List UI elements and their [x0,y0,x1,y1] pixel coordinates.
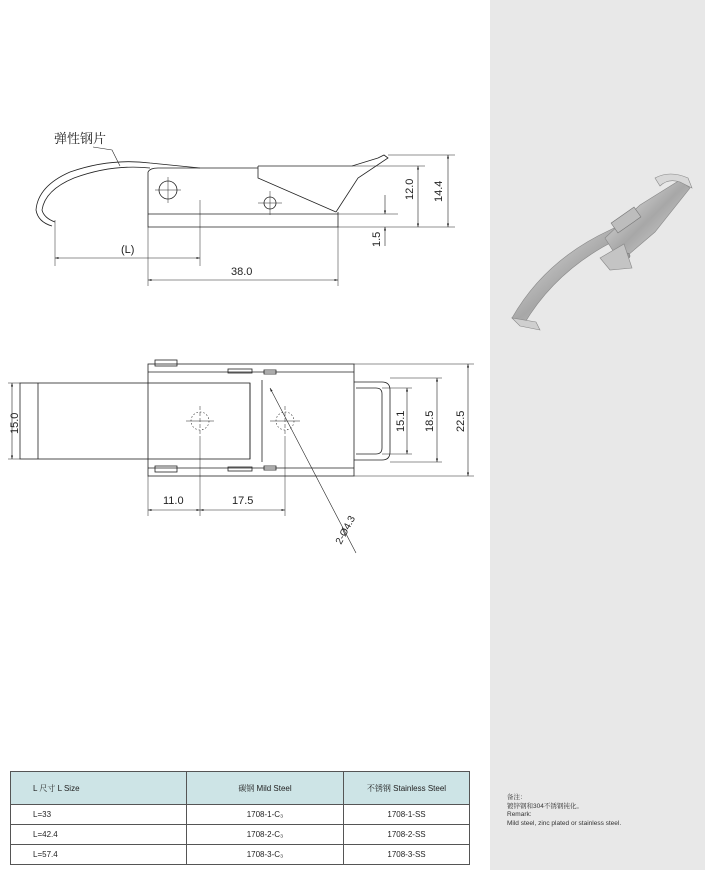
remark-title-en: Remark: [507,811,532,818]
table-row [11,805,470,825]
header-size: L 尺寸 L Size [11,772,187,805]
spec-table [10,771,470,865]
header-stainless: 不锈钢 Stainless Steel [344,772,470,805]
table-row [11,845,470,865]
dim-L: (L) [121,244,135,256]
product-photo [512,174,692,330]
cell-stainless: 1708-3-SS [344,845,470,865]
cell-mild: 1708-2-C₃ [187,825,344,845]
dim-17-5: 17.5 [232,495,254,507]
remark-text-en: Mild steel, zinc plated or stainless steel. [507,819,622,827]
dim-15-1: 15.1 [395,410,407,432]
table-row [11,825,470,845]
cell-mild: 1708-3-C₃ [187,845,344,865]
dim-1-5: 1.5 [371,231,383,247]
cell-stainless: 1708-1-SS [344,805,470,825]
dim-hole: 2-Ø4.3 [333,514,359,547]
top-view [8,360,474,553]
table-header-row [11,772,470,805]
spring-label: 弹性钢片 [54,132,107,147]
remark-text-cn: 镀锌钢和304不锈钢钝化。 [507,802,583,810]
header-mild-steel: 碳钢 Mild Steel [187,772,344,805]
cell-size: L=57.4 [11,845,187,865]
dim-18-5: 18.5 [424,410,436,432]
remark-title-cn: 备注： [507,794,527,801]
cell-size: L=42.4 [11,825,187,845]
cell-size: L=33 [11,805,187,825]
remark-block [507,794,621,828]
dim-38: 38.0 [231,266,253,278]
cell-mild: 1708-1-C₃ [187,805,344,825]
dim-11: 11.0 [163,495,184,507]
dim-22-5: 22.5 [455,410,467,432]
dim-14-4: 14.4 [433,180,445,202]
dim-15: 15.0 [9,412,21,434]
cell-stainless: 1708-2-SS [344,825,470,845]
dim-12: 12.0 [404,178,416,200]
